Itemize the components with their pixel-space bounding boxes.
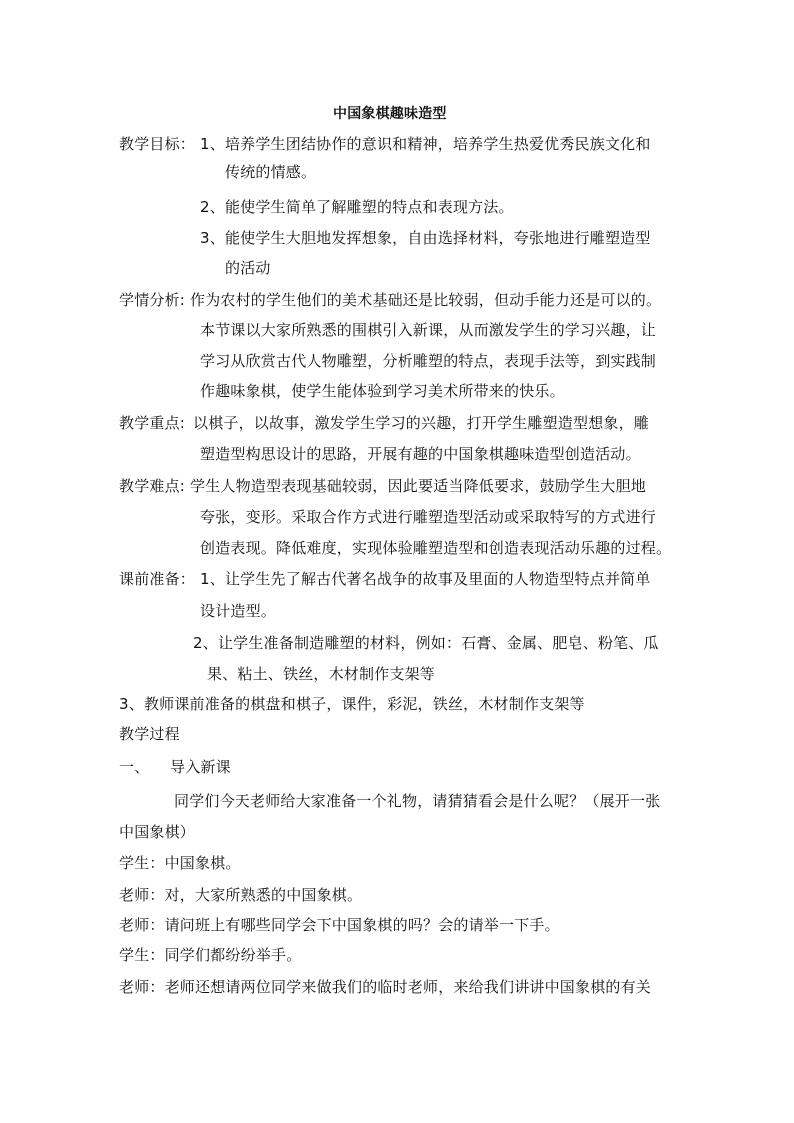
analysis-line1: 作为农村的学生他们的美术基础还是比较弱，但动手能力还是可以的。 <box>190 291 662 309</box>
objectives-label: 教学目标： <box>119 135 196 153</box>
dialogue-line: 老师：对，大家所熟悉的中国象棋。 <box>119 886 363 904</box>
objectives-item2: 2、能使学生简单了解雕塑的特点和表现方法。 <box>200 198 514 216</box>
key-points-line1: 以棋子，以故事，激发学生学习的兴趣，打开学生雕塑造型想象，雕 <box>193 414 650 432</box>
difficulties-line2: 夸张，变形。采取合作方式进行雕塑造型活动或采取特写的方式进行 <box>200 508 657 526</box>
difficulties-line1: 学生人物造型表现基础较弱，因此要适当降低要求，鼓励学生大胆地 <box>190 477 647 495</box>
document-title: 中国象棋趣味造型 <box>333 106 447 122</box>
difficulties-label: 教学难点: <box>119 477 186 495</box>
intro-line2: 中国象棋） <box>119 823 196 841</box>
objectives-item1-line2: 传统的情感。 <box>225 163 317 181</box>
preparation-item3: 3、教师课前准备的棋盘和棋子，课件，彩泥，铁丝，木材制作支架等 <box>119 695 585 713</box>
dialogue-line: 学生：同学们都纷纷举手。 <box>119 946 302 964</box>
preparation-item2-line1: 2、让学生准备制造雕塑的材料，例如：石膏、金属、肥皂、粉笔、瓜 <box>193 634 659 652</box>
intro-line1: 同学们今天老师给大家准备一个礼物，请猜猜看会是什么呢？（展开一张 <box>174 792 661 810</box>
analysis-line4: 作趣味象棋，使学生能体验到学习美术所带来的快乐。 <box>200 382 565 400</box>
dialogue-line: 老师：请问班上有哪些同学会下中国象棋的吗？会的请举一下手。 <box>119 916 560 934</box>
objectives-item3-line2: 的活动 <box>225 259 271 277</box>
objectives-item3-line1: 3、能使学生大胆地发挥想象，自由选择材料，夸张地进行雕塑造型 <box>200 229 651 247</box>
key-points-line2: 塑造型构思设计的思路，开展有趣的中国象棋趣味造型创造活动。 <box>200 445 641 463</box>
preparation-item2-line2: 果、粘土、铁丝，木材制作支架等 <box>207 665 436 683</box>
preparation-item1-line1: 1、让学生先了解古代著名战争的故事及里面的人物造型特点并简单 <box>200 570 651 588</box>
analysis-line3: 学习从欣赏古代人物雕塑，分析雕塑的特点，表现手法等，到实践制 <box>200 352 657 370</box>
difficulties-line3: 创造表现。降低难度，实现体验雕塑造型和创造表现活动乐趣的过程。 <box>200 539 672 557</box>
dialogue-line: 老师：老师还想请两位同学来做我们的临时老师，来给我们讲讲中国象棋的有关 <box>119 978 652 996</box>
analysis-line2: 本节课以大家所熟悉的围棋引入新课，从而激发学生的学习兴趣，让 <box>200 321 657 339</box>
analysis-label: 学情分析: <box>119 291 186 309</box>
dialogue-line: 学生：中国象棋。 <box>119 854 241 872</box>
section1-number: 一、 <box>119 758 150 776</box>
process-heading: 教学过程 <box>119 725 180 743</box>
preparation-label: 课前准备： <box>119 570 196 588</box>
preparation-item1-line2: 设计造型。 <box>200 602 277 620</box>
objectives-item1-line1: 1、培养学生团结协作的意识和精神，培养学生热爱优秀民族文化和 <box>200 135 651 153</box>
section1-title: 导入新课 <box>170 758 231 776</box>
key-points-label: 教学重点: <box>119 414 186 432</box>
